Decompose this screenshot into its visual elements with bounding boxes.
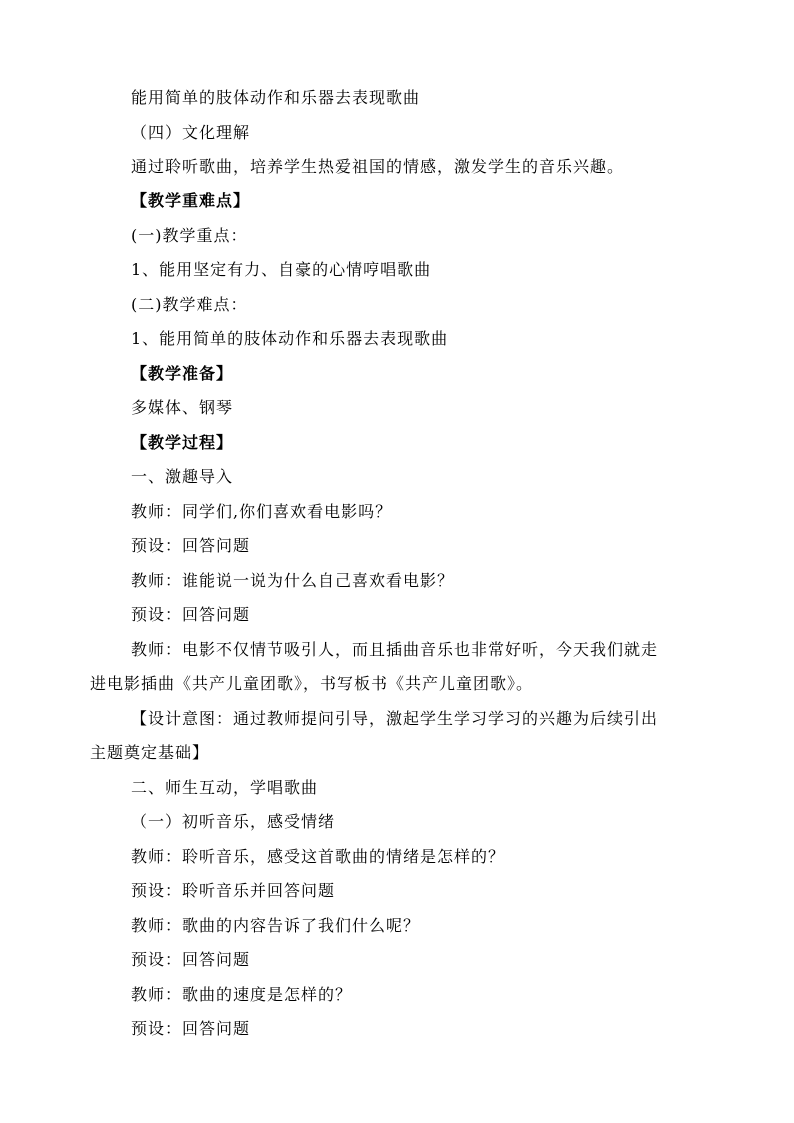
design-note: 主题奠定基础】 [90,743,210,762]
dialogue-line: 教师：歌曲的内容告诉了我们什么呢？ [131,916,421,935]
section-heading: 【教学过程】 [131,433,234,452]
dialogue-line: 预设：回答问题 [131,1019,251,1038]
text-line: 能用简单的肢体动作和乐器去表现歌曲 [131,88,421,107]
dialogue-line: 教师：聆听音乐，感受这首歌曲的情绪是怎样的？ [131,847,506,866]
dialogue-line: 预设：聆听音乐并回答问题 [131,881,336,900]
dialogue-line: 教师：歌曲的速度是怎样的？ [131,985,353,1004]
section-heading: 【教学重难点】 [131,191,251,210]
subheading: (二)教学难点： [131,295,248,314]
subheading: 一、激趣导入 [131,467,234,486]
design-note: 【设计意图：通过教师提问引导，激起学生学习学习的兴趣为后续引出 [131,709,659,728]
dialogue-line: 预设：回答问题 [131,605,251,624]
section-heading: （四）文化理解 [131,123,251,142]
dialogue-line: 教师：谁能说一说为什么自己喜欢看电影？ [131,571,455,590]
list-item: 1、能用简单的肢体动作和乐器去表现歌曲 [131,329,449,348]
subheading: （一）初听音乐，感受情绪 [131,812,336,831]
dialogue-line: 进电影插曲《共产儿童团歌》，书写板书《共产儿童团歌》。 [90,674,534,693]
section-heading: 【教学准备】 [131,364,234,383]
dialogue-line: 教师：电影不仅情节吸引人，而且插曲音乐也非常好听，今天我们就走 [131,640,659,659]
dialogue-line: 教师：同学们,你们喜欢看电影吗？ [131,502,393,521]
subheading: (一)教学重点： [131,226,248,245]
text-line: 多媒体、钢琴 [131,398,234,417]
text-line: 通过聆听歌曲，培养学生热爱祖国的情感，激发学生的音乐兴趣。 [131,157,625,176]
dialogue-line: 预设：回答问题 [131,536,251,555]
list-item: 1、能用坚定有力、自豪的心情哼唱歌曲 [131,260,432,279]
dialogue-line: 预设：回答问题 [131,950,251,969]
subheading: 二、师生互动，学唱歌曲 [131,778,319,797]
